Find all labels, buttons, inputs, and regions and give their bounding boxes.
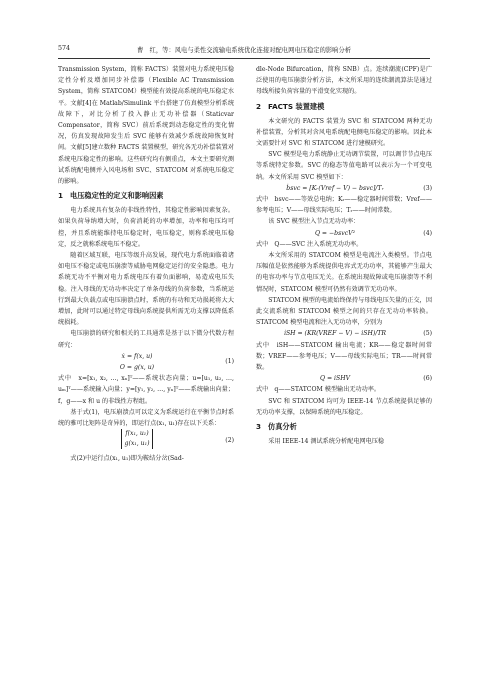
paragraph: STATCOM 模型的电流始终保持与母线电压矢量的正交，因此交流系统和 STATCOM 模型之间的只存在无功功率转换。STATCOM 模型电流和注入无功功率，分别为 [256,296,432,327]
equation-number: (1) [225,358,234,366]
paragraph: 采用 IEEE-14 测试系统分析配电网电压稳 [268,438,385,446]
section-heading-3 [256,421,432,433]
equation-3 [256,183,432,194]
section-number: 2 [256,101,262,111]
equation-line: g(x₁, u₁) [124,440,150,448]
header-rule [58,58,430,59]
equation-number: (3) [423,184,432,192]
equation-line: ẋ = f(x, u) [121,352,153,360]
equation-body: Q = iSHV [319,375,351,383]
page-header [58,43,430,57]
paragraph: 基于式(1)，电压崩溃点可以定义为系统运行在平衡节点时系统的雅可比矩阵是奇异的，即运行点(x₁, u₁)存在以下关系： [58,408,234,428]
equation-5 [256,328,432,339]
paragraph: SVC 模型是电力系统静止无功调节装置，可以调节节点电压等系统特定参数。SVC 的稳态等值电路可以表示为一个可变电纳。本文所采用 SVC 模型如下： [256,151,432,181]
equation-notes: 式中 iSH——STATCOM 输出电流；KR——稳定器时间常数；VREF——参考电压；V——母线实际电压；TR——时间常数。 [256,341,432,372]
paragraph: Transmission System，简称 FACTS）装置对电力系统电压稳定性分析及增加同步补偿器（Flexible AC Transmission System，简称 STATCOM）模型能有效提高系统的电压稳定水平。文献[4]在 Matlab/Simulink 平台搭建了仿真模型分析系统故障下，对比分析了投入静止无功补偿器（Staticvar Compensator，简称 SVC）前后系统到动态稳定性的变化情况，仿真发现故障发生后 SVC 能够有效减少系统故障恢复时间。文献[5]建立数种 FACTS 装置模型，研究各无功补偿装置对系统电压稳定性的影响。这些研究均有侧重点，本文主要研究测试系统配电侧并入风电场和 SVC、STATCOM 对系统电压稳定的影响。 [58,66,234,186]
equation-body: i̇SH = (KR(VREF − V) − iSH)/TR [283,330,387,338]
equation-4 [256,228,432,239]
right-column [256,64,432,447]
running-title: 曹 红，等：风电与柔性交流输电系统优化连接对配电网电压稳定的影响分析 [136,47,352,54]
left-column [58,64,234,464]
section-heading-2 [256,101,432,113]
paragraph: 电力系统具有复杂的非线性特性，其稳定性影响因素复杂。如果负荷导纳增大时，负荷消耗的功率增加，功率和电压均可控，并且系统能维持电压稳定时，电压稳定，则称系统电压稳定，反之就称系统电压不稳定。 [58,207,234,248]
equation-6 [256,373,432,384]
determinant [121,429,154,449]
equation-number: (2) [225,437,234,445]
paragraph: dle-Node Bifurcation，简称 SNB）点。连续潮流(CPF)是广泛使用的电压崩溃分析方法，本文所采用的连续潮流算法是通过母线所接负荷容量的平滑变化实现的。 [256,66,432,96]
equation-line: f(x₁, u₁) [125,430,149,438]
equation-number: (6) [423,375,432,383]
equation-line: O = g(x, u) [119,364,155,372]
equation-notes: 式中 x=[x₁, x₂, …, xₙ]ᵀ——系统状态向量；u=[u₁, u₂, …, uₘ]ᵀ——系统输入向量；y=[y₁, y₂, …, yₙ]ᵀ——系统输出向量；f，g——x 和 u 的非线性方程组。 [58,375,234,405]
equation-notes: 式中 bsvc——等效总电纳；Kᵣ——稳定器时间常数；Vref——参考电压；V——母线实际电压；Tᵣ——时间常数。 [256,196,432,215]
equation-notes: 式中 Q——SVC 注入系统无功功率。 [256,240,363,248]
section-title: 仿真分析 [268,422,297,432]
section-heading-1 [58,190,234,202]
equation-number: (4) [423,229,432,237]
equation-body: Q = −bsvcV² [314,229,356,237]
paragraph: SVC 和 STATCOM 均可为 IEEE-14 节点系统提供足够的无功功率支撑，以保障系统的电压稳定。 [256,397,432,416]
paragraph: 本文研究的 FACTS 装置为 SVC 和 STATCOM 两种无功补偿装置，分析其对含风电系统配电侧电压稳定的影响。因此本文需要针对 SVC 和 STATCOM 进行建模研究。 [256,117,432,148]
page-number: 574 [58,45,71,52]
equation-number: (5) [423,330,432,338]
paragraph: 随着区域互联，电压等级升高发展，现代电力系统面临着诸如电压不稳定或电压崩溃等威胁电网稳定运行的安全隐患。电力系统无功不平衡对电力系统电压有着负面影响，易造成电压失稳。注入母线的无功功率决定了单条母线的负荷参数，当系统运行到最大负载点或电压崩溃点时，系统的有功和无功损耗将大大增加，此时可以通过特定母线向系统提供所需无功支撑以降低系统损耗。 [58,252,234,327]
equation-2 [58,429,234,453]
section-number: 1 [58,191,64,201]
section-number: 3 [256,422,262,432]
section-title: FACTS 装置建模 [268,101,325,111]
equation-body: ḃsvc = [Kᵣ(Vref − V) − bsvc]/Tᵣ [286,184,384,192]
equation-notes: 式中 q——STATCOM 模型输出无功功率。 [256,386,381,394]
section-title: 电压稳定性的定义和影响因素 [70,191,164,201]
paragraph: 本文所采用的 STATCOM 模型是电流注入类模型。节点电压幅值是依然能够为系统提供电容式无功功率，其能够产生最大的电容功率与节点电压无关。在系统出现故障或电压崩溃等不利情况时，STATCOM 模型可仍然有效调节无功功率。 [256,252,432,293]
paragraph: 式(2)中运行点(x₁, u₁)即为鞍结分岔(Sad- [70,455,184,463]
equation-1 [58,351,234,373]
paragraph: 电压崩溃的研究和相关的工具通常是基于以下微分代数方程研究： [58,330,234,349]
paragraph: 该 SVC 模型注入节点无功功率： [268,218,360,226]
